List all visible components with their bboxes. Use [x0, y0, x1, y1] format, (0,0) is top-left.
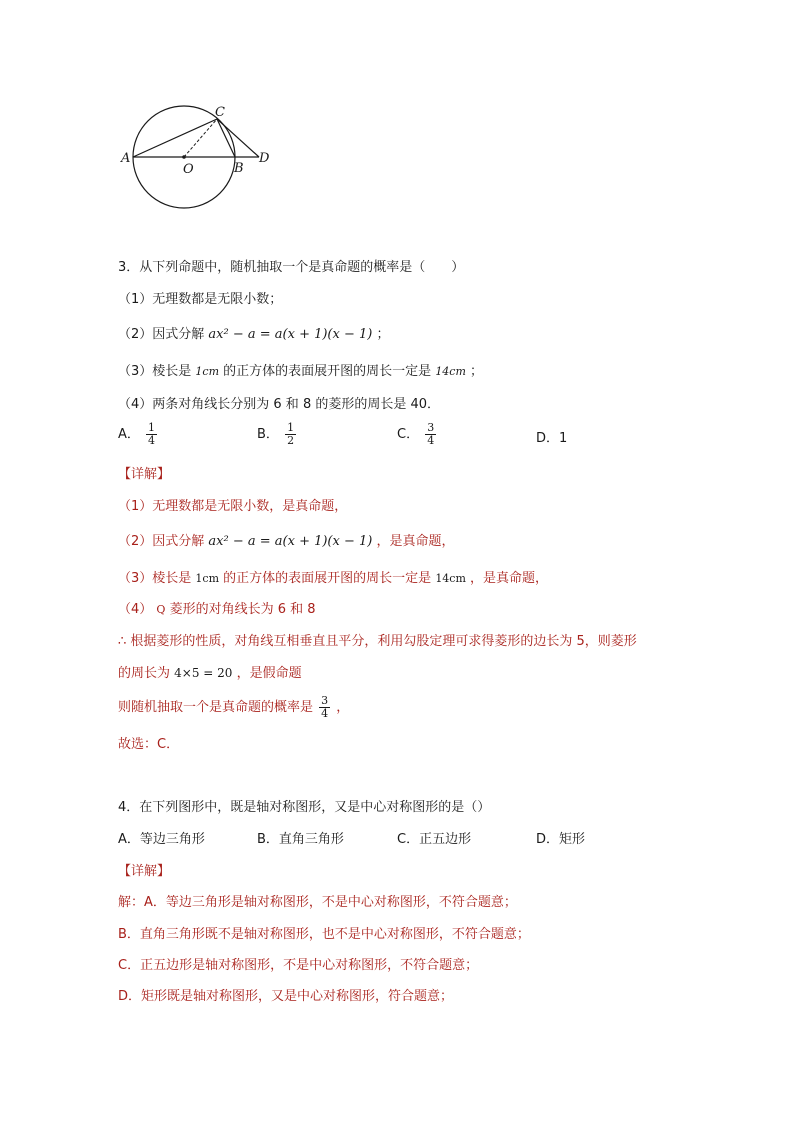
chord-ac [133, 119, 217, 157]
q3-detail-line-5: ∴ 根据菱形的性质，对角线互相垂直且平分，利用勾股定理可求得菱形的边长为 5，则菱形 [118, 634, 637, 649]
q4-detail-line-1: 解：A．等边三角形是轴对称图形，不是中心对称图形，不符合题意； [118, 895, 517, 910]
q3-item-4: （4）两条对角线长分别为 6 和 8 的菱形的周长是 40． [118, 397, 441, 412]
fraction-denominator: 4 [148, 434, 156, 447]
fraction-numerator: 1 [287, 421, 295, 434]
q4-option-b: B．直角三角形 [257, 832, 344, 847]
q4-detail-line-3: C．正五边形是轴对称图形，不是中心对称图形，不符合题意； [118, 958, 479, 973]
q3-detail-line-2-expr: ax² − a = a(x + 1)(x − 1) [208, 534, 373, 549]
q3-item-3-len: 1cm [195, 365, 220, 378]
q3-option-b [257, 422, 298, 447]
q3-option-c-fraction [425, 422, 436, 447]
q3-detail-line-4-glyph: Q [156, 603, 166, 616]
label-c: C [215, 105, 225, 120]
q4-stem: 4．在下列图形中，既是轴对称图形，又是中心对称图形的是（） [118, 800, 491, 815]
q3-option-a-label: A． [118, 427, 140, 442]
q3-item-2-expr: ax² − a = a(x + 1)(x − 1) [208, 327, 373, 342]
radius-oc-dashed [184, 119, 217, 157]
q3-detail-line-3-mid: 的正方体的表面展开图的周长一定是 [223, 571, 432, 586]
q3-detail-line-2-pre: （2）因式分解 [118, 534, 205, 549]
q3-item-3-tail: ； [470, 364, 484, 379]
q3-detail-line-6-post: ，是假命题 [236, 666, 302, 681]
q3-detail-line-4-label: （4） [118, 602, 153, 617]
q3-detail-line-7-post: ， [336, 700, 350, 715]
q3-item-2-label: （2）因式分解 [118, 327, 205, 342]
q3-option-a [118, 422, 159, 447]
q3-answer: 故选：C． [118, 737, 180, 752]
q3-item-2-tail: ； [376, 327, 390, 342]
q4-option-d: D．矩形 [536, 832, 586, 847]
q3-detail-line-7 [118, 695, 349, 720]
fraction-denominator: 2 [287, 434, 295, 447]
fraction-denominator: 4 [321, 707, 329, 720]
q3-option-b-fraction [285, 422, 296, 447]
label-o: O [183, 162, 194, 177]
fraction-numerator: 3 [427, 421, 435, 434]
q3-detail-line-7-pre: 则随机抽取一个是真命题的概率是 [118, 700, 314, 715]
tangent-cd [217, 119, 259, 157]
q3-detail-line-2-post: ，是真命题， [376, 534, 455, 549]
q3-option-b-label: B． [257, 427, 279, 442]
q3-detail-line-7-fraction [319, 695, 330, 720]
q3-option-d: D．1 [536, 431, 568, 446]
q3-detail-header: 【详解】 [118, 467, 171, 482]
q3-detail-line-6-expr: 4×5 = 20 [174, 666, 233, 680]
q3-detail-line-4-post: 菱形的对角线长为 6 和 8 [169, 602, 316, 617]
q4-detail-line-2: B．直角三角形既不是轴对称图形，也不是中心对称图形，不符合题意； [118, 927, 530, 942]
label-d: D [259, 151, 270, 166]
center-dot [182, 155, 186, 159]
q4-option-a: A．等边三角形 [118, 832, 205, 847]
q3-item-1: （1）无理数都是无限小数； [118, 292, 283, 307]
q3-detail-line-3-perim: 14cm [435, 572, 466, 585]
fraction-numerator: 3 [321, 694, 329, 707]
chord-cb [217, 119, 235, 157]
q3-item-3-label: （3）棱长是 [118, 364, 192, 379]
fraction-denominator: 4 [427, 434, 435, 447]
label-b: B [234, 161, 244, 176]
q3-option-c [397, 422, 438, 447]
q3-detail-line-3-len: 1cm [195, 572, 220, 585]
q3-stem: 3．从下列命题中，随机抽取一个是真命题的概率是（ ） [118, 260, 465, 275]
q3-detail-line-6-pre: 的周长为 [118, 666, 171, 681]
q3-item-2 [118, 325, 390, 345]
q4-detail-line-4: D．矩形既是轴对称图形，又是中心对称图形，符合题意； [118, 989, 454, 1004]
q3-detail-line-6 [118, 663, 302, 684]
fraction-numerator: 1 [148, 421, 156, 434]
q3-detail-line-1: （1）无理数都是无限小数，是真命题， [118, 499, 348, 514]
q3-detail-line-4 [118, 600, 316, 620]
q3-detail-line-3 [118, 569, 548, 589]
q3-detail-line-2 [118, 532, 455, 552]
q3-item-3-mid: 的正方体的表面展开图的周长一定是 [223, 364, 432, 379]
q3-item-3-perim: 14cm [435, 365, 466, 378]
q4-option-c: C．正五边形 [397, 832, 472, 847]
label-a: A [121, 151, 131, 166]
q3-option-c-label: C． [397, 427, 420, 442]
q4-detail-header: 【详解】 [118, 864, 171, 879]
q3-option-a-fraction [146, 422, 157, 447]
q3-item-3 [118, 362, 483, 382]
circle-figure [118, 100, 288, 215]
q3-detail-line-3-pre: （3）棱长是 [118, 571, 192, 586]
q3-detail-line-3-post: ，是真命题， [470, 571, 549, 586]
